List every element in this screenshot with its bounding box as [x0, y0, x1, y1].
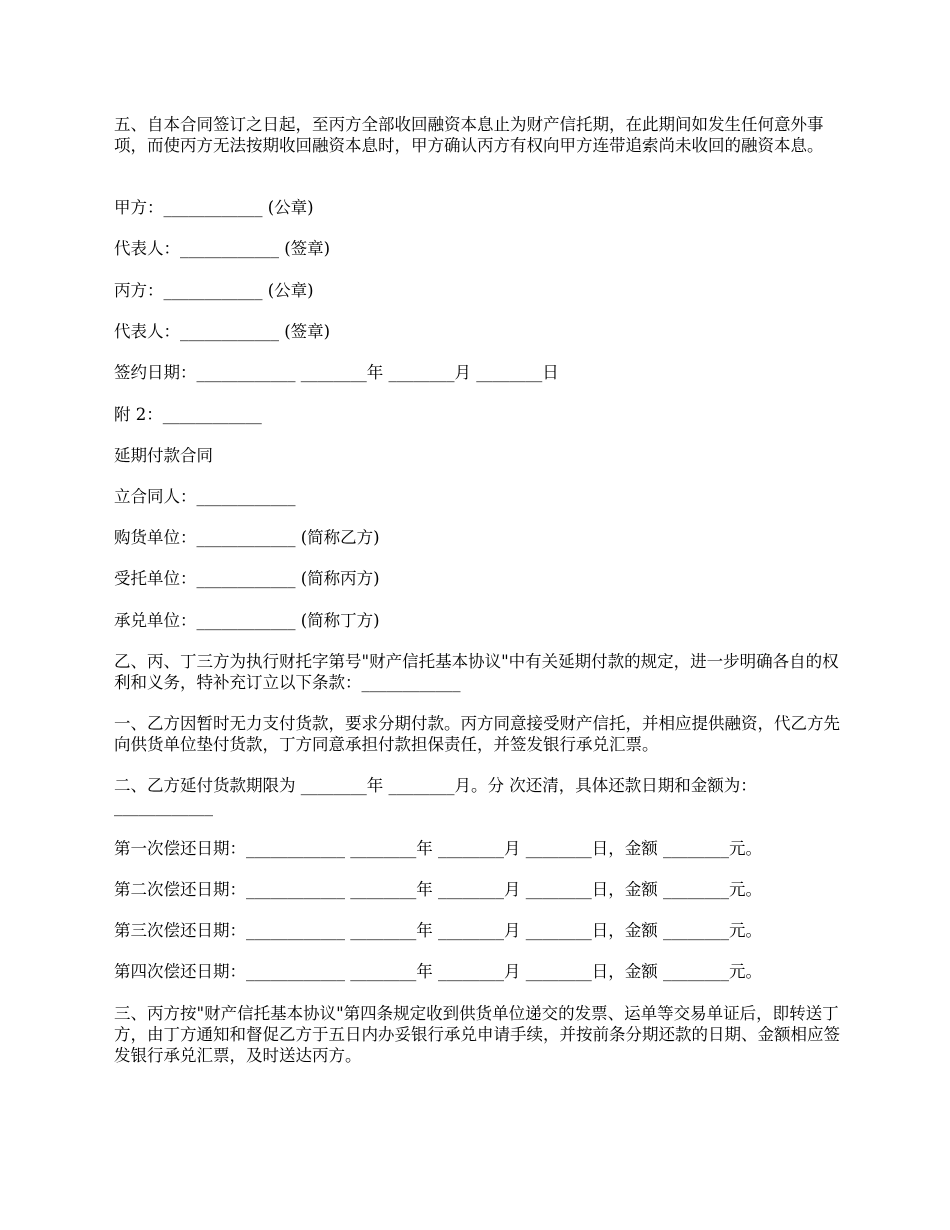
- deferred-payment-contract-title: 延期付款合同: [114, 446, 213, 465]
- purchasing-unit-line: 购货单位：____________ (简称乙方): [114, 528, 380, 547]
- fourth-repayment-line: 第四次偿还日期：____________ ________年 ________月 ________日，金额 ________元。: [114, 962, 762, 981]
- party-a-representative-line: 代表人：____________ (签章): [114, 239, 331, 258]
- agreement-intro-paragraph: 乙、丙、丁三方为执行财托字第号"财产信托基本协议"中有关延期付款的规定，进一步明确各自的权利和义务，特补充订立以下条款：____________: [114, 652, 839, 692]
- second-repayment-line: 第二次偿还日期：____________ ________年 ________月 ________日，金额 ________元。: [114, 880, 762, 899]
- first-repayment-line: 第一次偿还日期：____________ ________年 ________月 ________日，金额 ________元。: [114, 839, 762, 858]
- clause-five-paragraph: 五、自本合同签订之日起，至丙方全部收回融资本息止为财产信托期，在此期间如发生任何意外事项，而使丙方无法按期收回融资本息时，甲方确认丙方有权向甲方连带追索尚未收回的融资本息。: [114, 115, 824, 155]
- party-c-representative-line: 代表人：____________ (签章): [114, 322, 331, 341]
- entrusted-unit-line: 受托单位：____________ (简称丙方): [114, 569, 380, 588]
- party-a-line: 甲方：____________ (公章): [114, 198, 314, 217]
- clause-one-paragraph: 一、乙方因暂时无力支付货款，要求分期付款。丙方同意接受财产信托，并相应提供融资，代乙方先向供货单位垫付货款，丁方同意承担付款担保责任，并签发银行承兑汇票。: [114, 714, 840, 754]
- signing-date-line: 签约日期：____________ ________年 ________月 ________日: [114, 363, 559, 382]
- clause-three-paragraph: 三、丙方按"财产信托基本协议"第四条规定收到供货单位递交的发票、运单等交易单证后，即转送丁方，由丁方通知和督促乙方于五日内办妥银行承兑申请手续，并按前条分期还款的日期、金额相应签发银行承兑汇票，及时送达丙方。: [114, 1004, 840, 1065]
- appendix-line: 附 2：____________: [114, 405, 262, 424]
- clause-two-paragraph: 二、乙方延付货款期限为 ________年 ________月。分 次还清，具体还款日期和金额为：____________: [114, 776, 757, 816]
- accepting-unit-line: 承兑单位：____________ (简称丁方): [114, 611, 380, 630]
- party-c-line: 丙方：____________ (公章): [114, 281, 314, 300]
- third-repayment-line: 第三次偿还日期：____________ ________年 ________月 ________日，金额 ________元。: [114, 921, 762, 940]
- contracting-parties-line: 立合同人：____________: [114, 487, 296, 506]
